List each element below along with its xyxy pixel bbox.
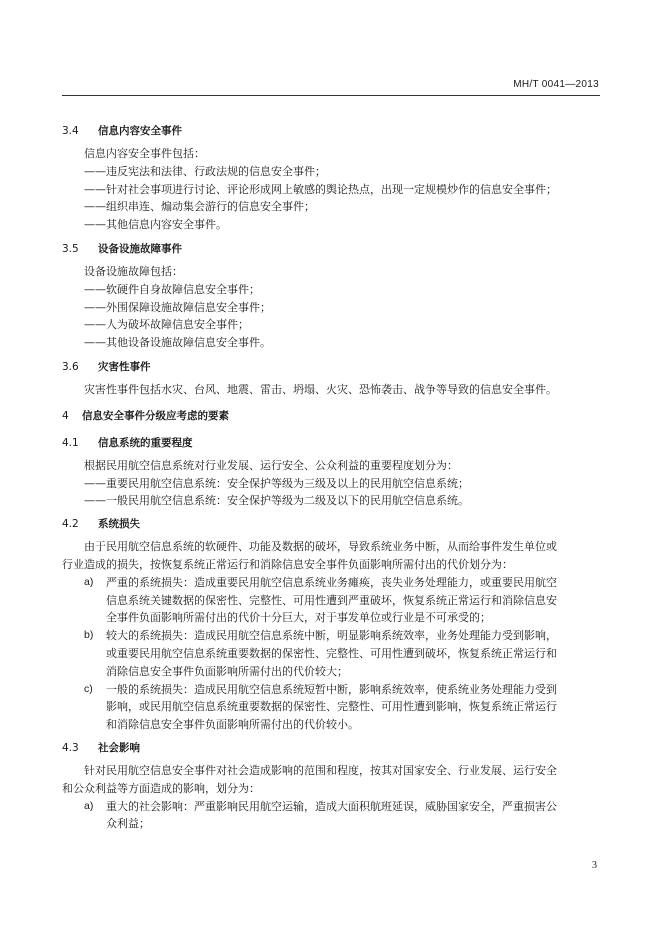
paragraph: 设备设施故障包括： bbox=[84, 264, 183, 278]
list-item: ——重要民用航空信息系统：安全保护等级为三级及以上的民用航空信息系统； bbox=[84, 476, 469, 490]
item-label: c) bbox=[84, 682, 93, 695]
section-title: 灾害性事件 bbox=[98, 360, 151, 373]
section-number: 3.5 bbox=[62, 242, 79, 255]
section-3-4-heading bbox=[62, 124, 602, 139]
section-number: 4.3 bbox=[62, 741, 79, 754]
paragraph-line: 行业造成的损失，按恢复系统正常运行和消除信息安全事件负面影响所需付出的代价划分为： bbox=[62, 557, 513, 571]
list-item: ——人为破坏故障信息安全事件； bbox=[84, 318, 249, 332]
page-content bbox=[62, 124, 602, 833]
section-4-2-heading bbox=[62, 517, 602, 532]
header-rule bbox=[62, 95, 600, 96]
paragraph: 根据民用航空信息系统对行业发展、运行安全、公众利益的重要程度划分为： bbox=[84, 458, 458, 472]
item-line: 和消除信息安全事件负面影响所需付出的代价较小。 bbox=[106, 718, 359, 732]
paragraph: 灾害性事件包括水灾、台风、地震、雷击、坍塌、火灾、恐怖袭击、战争等导致的信息安全事件。 bbox=[84, 382, 557, 396]
list-item: ——其他设备设施故障信息安全事件。 bbox=[84, 336, 271, 350]
section-number: 3.4 bbox=[62, 125, 79, 137]
enumerated-item bbox=[62, 681, 602, 734]
item-line: 较大的系统损失：造成民用航空信息系统中断，明显影响系统效率，业务处理能力受到影响， bbox=[106, 629, 557, 643]
item-line: 全事件负面影响所需付出的代价十分巨大，对于事发单位或行业是不可承受的； bbox=[106, 611, 491, 625]
section-title: 信息内容安全事件 bbox=[98, 125, 182, 137]
list-item: ——一般民用航空信息系统：安全保护等级为二级及以下的民用航空信息系统。 bbox=[84, 494, 469, 508]
section-4-1-heading bbox=[62, 436, 602, 451]
section-number: 4.1 bbox=[62, 436, 79, 449]
list-item: ——违反宪法和法律、行政法规的信息安全事件； bbox=[84, 164, 326, 178]
list-item: ——其他信息内容安全事件。 bbox=[84, 218, 227, 232]
section-4-heading bbox=[62, 409, 602, 424]
list-item: ——软硬件自身故障信息安全事件； bbox=[84, 282, 260, 296]
item-label: a) bbox=[84, 575, 94, 588]
section-3-6-heading bbox=[62, 360, 602, 375]
section-title: 系统损失 bbox=[98, 518, 140, 531]
item-line: 一般的系统损失：造成民用航空信息系统短暂中断，影响系统效率，使系统业务处理能力受到 bbox=[106, 682, 557, 696]
page-number: 3 bbox=[592, 860, 597, 871]
section-4-3-heading bbox=[62, 741, 602, 756]
section-title: 社会影响 bbox=[98, 741, 140, 754]
section-title: 信息系统的重要程度 bbox=[98, 436, 193, 449]
paragraph: 信息内容安全事件包括： bbox=[84, 147, 205, 160]
item-line: 消除信息安全事件负面影响所需付出的代价较大； bbox=[106, 664, 348, 678]
section-title: 设备设施故障事件 bbox=[98, 242, 182, 255]
item-line: 信息系统关键数据的保密性、完整性、可用性遭到严重破坏，恢复系统正常运行和消除信息安 bbox=[106, 593, 557, 607]
paragraph-line: 由于民用航空信息系统的软硬件、功能及数据的破坏，导致系统业务中断，从而给事件发生单位或 bbox=[84, 540, 557, 554]
section-number: 4 bbox=[62, 409, 69, 422]
paragraph-line: 针对民用航空信息安全事件对社会造成影响的范围和程度，按其对国家安全、行业发展、运行安全 bbox=[84, 763, 557, 777]
section-title: 信息安全事件分级应考虑的要素 bbox=[82, 409, 229, 422]
section-number: 3.6 bbox=[62, 360, 79, 373]
list-item: ——外围保障设施故障信息安全事件； bbox=[84, 300, 271, 314]
item-line: 或重要民用航空信息系统重要数据的保密性、完整性、可用性遭到破坏，恢复系统正常运行和 bbox=[106, 646, 557, 660]
list-item: ——组织串连、煽动集会游行的信息安全事件； bbox=[84, 200, 315, 214]
item-line: 影响，或民用航空信息系统重要数据的保密性、完整性、可用性遭到影响，恢复系统正常运行 bbox=[106, 700, 557, 714]
item-label: a) bbox=[84, 799, 94, 812]
enumerated-item bbox=[62, 627, 602, 680]
section-3-5-heading bbox=[62, 242, 602, 257]
enumerated-item bbox=[62, 798, 602, 834]
item-label: b) bbox=[84, 629, 94, 642]
item-line: 重大的社会影响：严重影响民用航空运输，造成大面积航班延误，威胁国家安全，严重损害公 bbox=[106, 799, 557, 813]
enumerated-item bbox=[62, 574, 602, 627]
section-number: 4.2 bbox=[62, 518, 79, 531]
paragraph-line: 和公众利益等方面造成的影响，划分为： bbox=[62, 781, 260, 795]
item-line: 众利益； bbox=[106, 817, 150, 831]
item-line: 严重的系统损失：造成重要民用航空信息系统业务瘫痪，丧失业务处理能力，或重要民用航空 bbox=[106, 575, 557, 589]
list-item: ——针对社会事项进行讨论、评论形成网上敏感的舆论热点，出现一定规模炒作的信息安全事件； bbox=[84, 182, 557, 196]
document-code: MH/T 0041—2013 bbox=[513, 79, 599, 90]
